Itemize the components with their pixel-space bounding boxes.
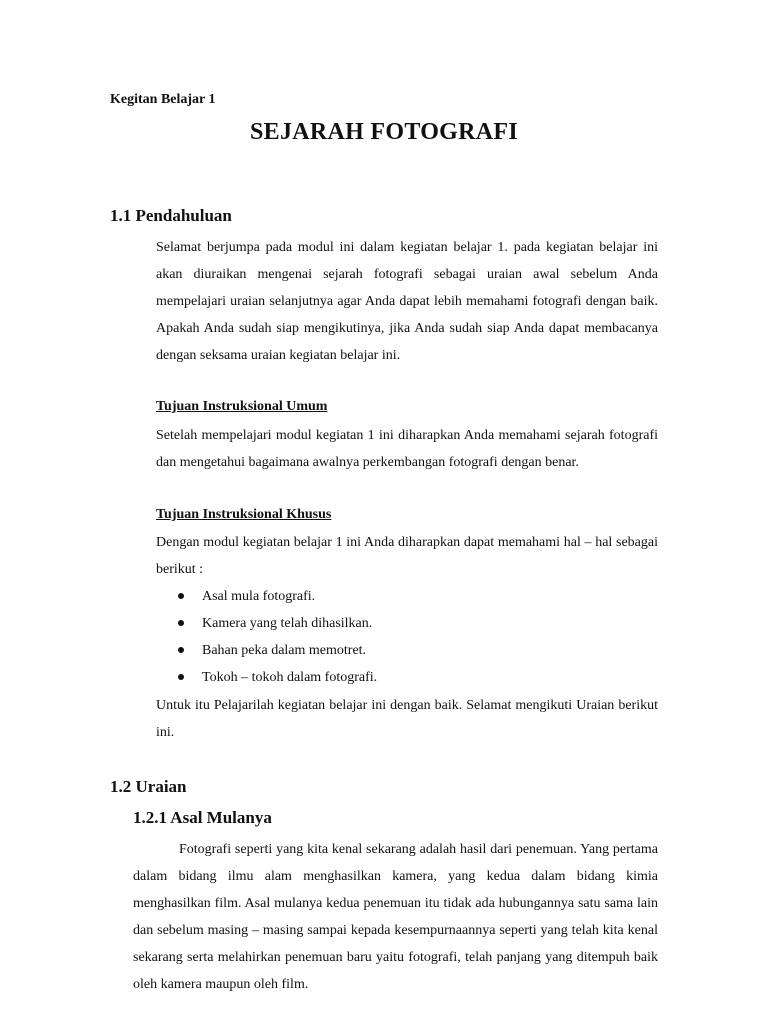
- list-item: [156, 664, 658, 691]
- section-heading-pendahuluan: 1.1 Pendahuluan: [110, 206, 232, 225]
- closing-paragraph: Untuk itu Pelajarilah kegiatan belajar ini dengan baik. Selamat mengikuti Uraian berikut ini.: [156, 698, 658, 740]
- list-item-text: Tokoh – tokoh dalam fotografi.: [202, 670, 378, 685]
- bullet-icon: [178, 674, 184, 680]
- bullet-icon: [178, 647, 184, 653]
- activity-label: Kegitan Belajar 1: [110, 92, 216, 107]
- tiu-paragraph: Setelah mempelajari modul kegiatan 1 ini diharapkan Anda memahami sejarah fotografi dan mengetahui bagaimana awalnya perkembangan fotografi dengan benar.: [156, 428, 658, 470]
- list-item: [156, 610, 658, 637]
- tiu-heading: Tujuan Instruksional Umum: [156, 399, 328, 414]
- list-item: [156, 583, 658, 610]
- asal-mulanya-paragraph: Fotografi seperti yang kita kenal sekarang adalah hasil dari penemuan. Yang pertama dalam bidang ilmu alam menghasilkan kamera, yang kedua dalam bidang kimia menghasilkan film. Asal mulanya kedua penemuan itu tidak ada hubungannya satu sama lain dan sebelum masing – masing sampai kepada kesempurnaannya seperti yang telah kita kenal sekarang serta melahirkan penemuan baru yaitu fotografi, telah panjang yang ditempuh baik oleh kamera maupun oleh film.: [133, 842, 658, 992]
- subsection-heading-asal-mulanya: 1.2.1 Asal Mulanya: [133, 808, 272, 827]
- tik-paragraph: Dengan modul kegiatan belajar 1 ini Anda diharapkan dapat memahami hal – hal sebagai berikut :: [156, 535, 658, 577]
- page-title: SEJARAH FOTOGRAFI: [249, 119, 519, 145]
- tik-heading: Tujuan Instruksional Khusus: [156, 507, 332, 522]
- list-item-text: Kamera yang telah dihasilkan.: [202, 616, 373, 631]
- intro-paragraph: Selamat berjumpa pada modul ini dalam kegiatan belajar 1. pada kegiatan belajar ini akan diuraikan mengenai sejarah fotografi sebagai uraian awal sebelum Anda mempelajari uraian selanjutnya agar Anda dapat lebih memahami fotografi dengan baik. Apakah Anda sudah siap mengikutinya, jika Anda sudah siap Anda dapat membacanya dengan seksama uraian kegiatan belajar ini.: [156, 240, 658, 363]
- list-item: [156, 637, 658, 664]
- bullet-icon: [178, 620, 184, 626]
- list-item-text: Asal mula fotografi.: [202, 589, 316, 604]
- list-item-text: Bahan peka dalam memotret.: [202, 643, 367, 658]
- bullet-icon: [178, 593, 184, 599]
- objectives-list: [156, 583, 658, 691]
- section-heading-uraian: 1.2 Uraian: [110, 777, 187, 796]
